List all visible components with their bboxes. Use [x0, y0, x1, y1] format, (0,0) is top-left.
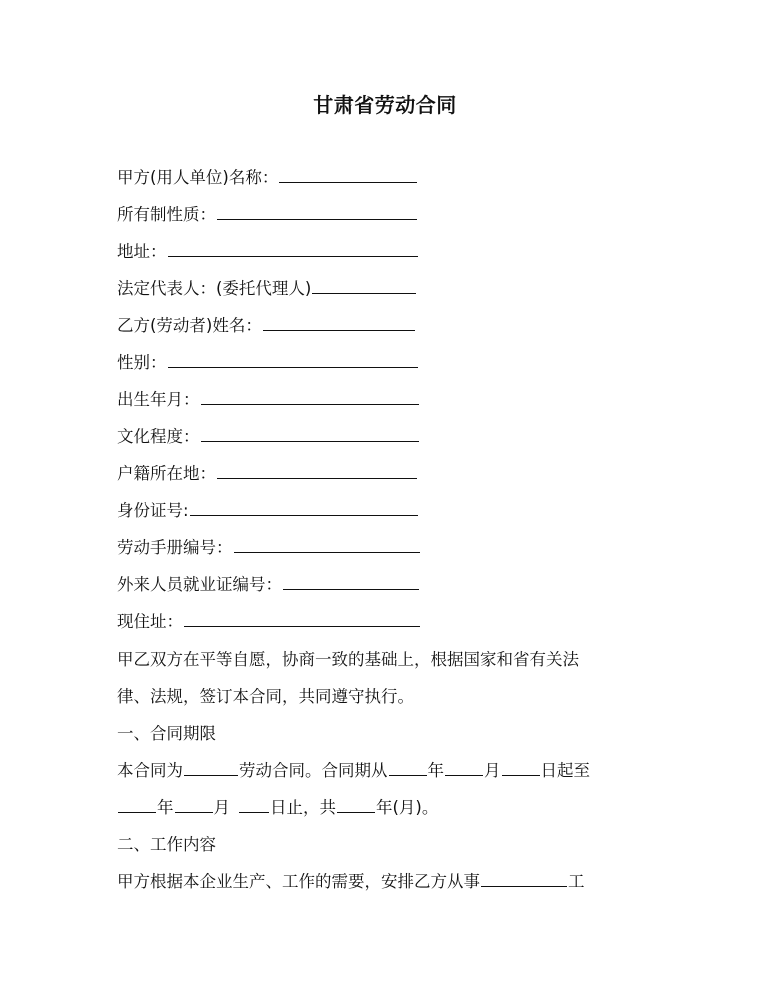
field-id-number: [117, 501, 419, 521]
field-labor-handbook-number: [117, 538, 421, 558]
field-label: 性别：: [117, 353, 167, 372]
text-fragment: 年(月)。: [376, 798, 439, 817]
fill-blank: [481, 873, 567, 887]
field-work-permit-number: [117, 575, 420, 595]
field-label: 地址：: [117, 242, 167, 261]
fill-blank: [312, 280, 416, 294]
field-household-registration: [117, 464, 418, 484]
fill-blank: [175, 799, 213, 813]
fill-blank: [190, 502, 418, 516]
intro-paragraph-line-1: 甲乙双方在平等自愿，协商一致的基础上，根据国家和省有关法: [117, 650, 579, 669]
fill-blank: [263, 317, 415, 331]
fill-blank: [201, 391, 419, 405]
field-label: 甲方(用人单位)名称：: [117, 168, 279, 187]
section-2-line-1: [117, 872, 585, 892]
fill-blank: [184, 762, 238, 776]
field-current-address: [117, 612, 421, 632]
field-gender: [117, 353, 419, 373]
field-ownership: [117, 205, 418, 225]
fill-blank: [283, 576, 419, 590]
fill-blank: [389, 762, 427, 776]
fill-blank: [445, 762, 483, 776]
field-label: 户籍所在地：: [117, 464, 216, 483]
field-label: 外来人员就业证编号：: [117, 575, 282, 594]
text-fragment: 日止，共: [270, 798, 336, 817]
fill-blank: [502, 762, 540, 776]
fill-blank: [168, 243, 418, 257]
fill-blank: [201, 428, 419, 442]
section-1-heading: 一、合同期限: [117, 724, 216, 743]
fill-blank: [279, 169, 417, 183]
field-label: 身份证号:: [117, 501, 189, 520]
text-fragment: 月: [484, 761, 501, 780]
text-fragment: 本合同为: [117, 761, 183, 780]
fill-blank: [217, 206, 417, 220]
fill-blank: [239, 799, 269, 813]
section-2-heading: 二、工作内容: [117, 835, 216, 854]
fill-blank: [168, 354, 418, 368]
field-birth-date: [117, 390, 420, 410]
field-label: 所有制性质：: [117, 205, 216, 224]
field-legal-representative: [117, 279, 417, 299]
field-address: [117, 242, 419, 262]
field-label: 劳动手册编号：: [117, 538, 233, 557]
fill-blank: [184, 613, 420, 627]
fill-blank: [337, 799, 375, 813]
field-label: 文化程度：: [117, 427, 200, 446]
section-1-line-1: [117, 761, 590, 781]
text-fragment: 年: [427, 761, 444, 780]
field-education: [117, 427, 420, 447]
section-1-line-2: [117, 798, 438, 818]
field-label: 出生年月：: [117, 390, 200, 409]
fill-blank: [118, 799, 156, 813]
text-fragment: 月: [213, 798, 230, 817]
field-employee-name: [117, 316, 416, 336]
field-label: 乙方(劳动者)姓名：: [117, 316, 262, 335]
text-fragment: 工: [568, 872, 585, 891]
intro-paragraph-line-2: 律、法规，签订本合同，共同遵守执行。: [117, 687, 414, 706]
text-fragment: 甲方根据本企业生产、工作的需要，安排乙方从事: [117, 872, 480, 891]
text-fragment: 年: [157, 798, 174, 817]
field-employer-name: [117, 168, 418, 188]
field-label: 现住址：: [117, 612, 183, 631]
fill-blank: [217, 465, 417, 479]
text-fragment: 日起至: [540, 761, 590, 780]
text-fragment: 劳动合同。合同期从: [239, 761, 388, 780]
fill-blank: [234, 539, 420, 553]
document-title: 甘肃省劳动合同: [313, 93, 457, 117]
field-label: 法定代表人：(委托代理人): [117, 279, 312, 298]
